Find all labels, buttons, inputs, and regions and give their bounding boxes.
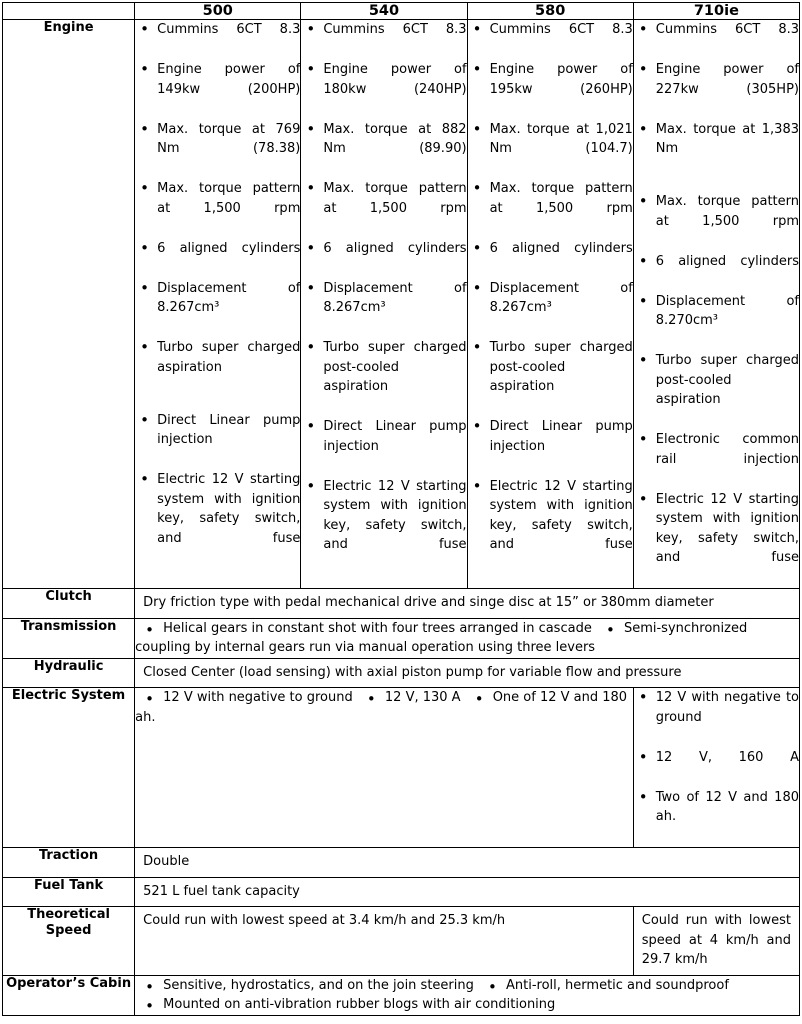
theoretical-speed-value-710ie: Could run with lowest speed at 4 km/h and 29.7 km/h [633,907,799,976]
list-item: • Max. torque at 882 Nm (89.90) [301,120,466,179]
list-item: • Direct Linear pump injection [468,417,633,476]
engine-cell-540 [301,20,467,589]
list-item: • Max. torque pattern at 1,500 rpm [135,179,300,238]
list-item: • Sensitive, hydrostatics, and on the join steering [135,978,474,993]
header-cell-580: 580 [467,3,633,20]
table-header-row [3,3,800,20]
header-cell-710ie: 710ie [633,3,799,20]
list-item: • 12 V with negative to ground [135,690,353,705]
list-item: • Electric 12 V starting system with ignition key, safety switch, and fuse [634,490,799,588]
table-row-transmission [3,618,800,658]
transmission-list [135,619,799,658]
electric-system-value-710ie [633,688,799,848]
list-item: • Electronic common rail injection [634,430,799,489]
list-item: • 12 V, 160 A [634,748,799,787]
row-label-traction: Traction [3,848,135,878]
table-row-operators-cabin [3,975,800,1015]
list-item: • Max. torque at 1,021 Nm (104.7) [468,120,633,179]
list-item: • Max. torque pattern at 1,500 rpm [634,192,799,251]
list-item: • 6 aligned cylinders [634,252,799,291]
list-item: • 12 V with negative to ground [634,688,799,747]
row-label-engine: Engine [3,20,135,589]
header-cell-blank [3,3,135,20]
list-item: • 12 V, 130 A [357,690,461,705]
list-item: • Max. torque at 1,383 Nm [634,120,799,179]
list-item: • Direct Linear pump injection [301,417,466,476]
list-item: • Displacement of 8.270cm³ [634,292,799,351]
row-label-theoretical-speed: Theoretical Speed [3,907,135,976]
engine-list-500 [135,20,300,568]
traction-value: Double [135,848,800,878]
list-item: • Helical gears in constant shot with four trees arranged in cascade [135,621,592,636]
list-item: • Anti-roll, hermetic and soundproof [478,978,729,993]
list-item: • Cummins 6CT 8.3 [301,20,466,59]
row-label-electric-system: Electric System [3,688,135,848]
engine-list-540 [301,20,466,574]
operators-cabin-list [135,976,799,1015]
row-label-transmission: Transmission [3,618,135,658]
list-item: • Mounted on anti-vibration rubber blogs with air conditioning [135,997,555,1012]
list-item: • Displacement of 8.267cm³ [135,279,300,338]
list-item: • Max. torque pattern at 1,500 rpm [301,179,466,238]
list-item: • Engine power of 149kw (200HP) [135,60,300,119]
specifications-table [2,2,800,1016]
list-item: • Turbo super charged post-cooled aspiration [301,338,466,416]
list-item: • Two of 12 V and 180 ah. [634,788,799,847]
table-row-theoretical-speed [3,907,800,976]
engine-cell-580 [467,20,633,589]
electric-system-list-left [135,688,633,727]
electric-system-list-710ie [634,688,799,846]
list-item: • Electric 12 V starting system with ignition key, safety switch, and fuse [468,477,633,575]
table-row-hydraulic [3,658,800,688]
hydraulic-value: Closed Center (load sensing) with axial piston pump for variable flow and pressure [135,658,800,688]
list-item: • Displacement of 8.267cm³ [468,279,633,338]
header-cell-500: 500 [135,3,301,20]
list-item: • Electric 12 V starting system with ignition key, safety switch, and fuse [135,470,300,568]
operators-cabin-value [135,975,800,1015]
list-item: • Turbo super charged post-cooled aspiration [468,338,633,416]
list-item: • 6 aligned cylinders [301,239,466,278]
list-item: • Displacement of 8.267cm³ [301,279,466,338]
fuel-tank-value: 521 L fuel tank capacity [135,877,800,907]
row-label-hydraulic: Hydraulic [3,658,135,688]
engine-list-580 [468,20,633,574]
list-item: • 6 aligned cylinders [135,239,300,278]
row-label-operators-cabin: Operator’s Cabin [3,975,135,1015]
engine-cell-710ie [633,20,799,589]
table-row-traction [3,848,800,878]
list-item: • Turbo super charged aspiration [135,338,300,397]
engine-list-710ie [634,20,799,587]
list-item: • Max. torque at 769 Nm (78.38) [135,120,300,179]
list-item: • Turbo super charged post-cooled aspiration [634,351,799,429]
list-item: • Cummins 6CT 8.3 [468,20,633,59]
list-item: • 6 aligned cylinders [468,239,633,278]
list-item: • Engine power of 227kw (305HP) [634,60,799,119]
list-item: • Engine power of 195kw (260HP) [468,60,633,119]
clutch-value: Dry friction type with pedal mechanical drive and singe disc at 15” or 380mm diameter [135,589,800,619]
list-item: • Direct Linear pump injection [135,411,300,470]
list-item: • Max. torque pattern at 1,500 rpm [468,179,633,238]
row-label-clutch: Clutch [3,589,135,619]
header-cell-540: 540 [301,3,467,20]
row-label-fuel-tank: Fuel Tank [3,877,135,907]
transmission-value [135,618,800,658]
table-row-clutch [3,589,800,619]
table-row-fuel-tank [3,877,800,907]
table-row-engine [3,20,800,589]
list-item: • Electric 12 V starting system with ignition key, safety switch, and fuse [301,477,466,575]
theoretical-speed-value-left: Could run with lowest speed at 3.4 km/h and 25.3 km/h [135,907,634,976]
list-item: • Engine power of 180kw (240HP) [301,60,466,119]
electric-system-value-left [135,688,634,848]
list-item: • Cummins 6CT 8.3 [135,20,300,59]
table-row-electric-system [3,688,800,848]
list-item: • Cummins 6CT 8.3 [634,20,799,59]
list-item: • Semi-synchronized coupling by internal gears run via manual operation using three levers [135,621,747,656]
list-item: • One of 12 V and 180 ah. [135,690,627,725]
engine-cell-500 [135,20,301,589]
